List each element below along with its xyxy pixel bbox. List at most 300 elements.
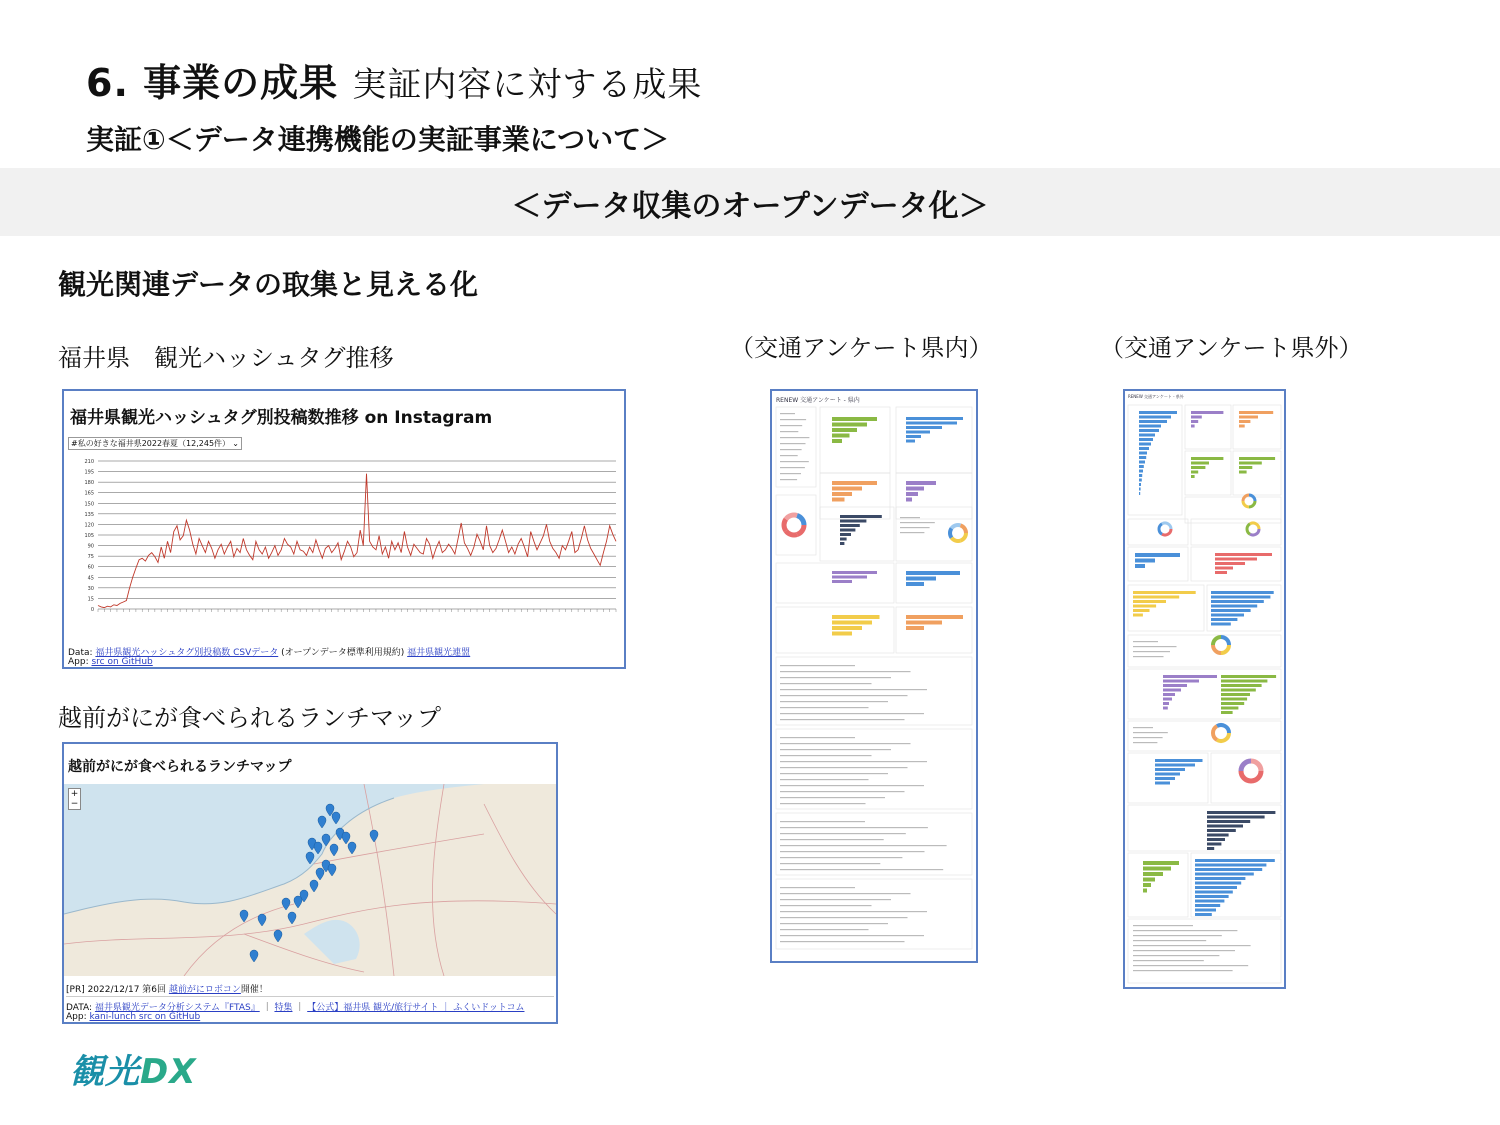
- page-subtitle: 実証①＜データ連携機能の実証事業について＞: [86, 123, 670, 156]
- thumb-donut-segment: [960, 533, 966, 541]
- thumb-bar: [1191, 420, 1198, 423]
- github-link[interactable]: src on GitHub: [91, 657, 153, 667]
- thumb-text-line: [780, 773, 888, 774]
- thumb-bar: [1215, 571, 1227, 574]
- pr-banner: [66, 982, 268, 995]
- thumb-bar: [1163, 693, 1175, 696]
- thumb-bar: [840, 515, 882, 518]
- thumb-text-line: [780, 443, 806, 444]
- thumb-bar: [1139, 416, 1171, 419]
- hashtag-select[interactable]: [68, 437, 242, 450]
- thumb-text-line: [780, 887, 855, 888]
- thumb-text-line: [780, 767, 908, 768]
- thumb-donut-segment: [1243, 501, 1249, 507]
- thumb-bar: [1207, 825, 1243, 828]
- thumb-donut-segment: [952, 538, 961, 541]
- thumb-text-line: [780, 419, 806, 420]
- thumb-bar: [1221, 680, 1267, 683]
- thumb-text-line: [780, 845, 947, 846]
- hashtag-line-chart: [68, 457, 624, 653]
- y-tick-label: 165: [84, 490, 94, 497]
- thumb-bar: [906, 498, 912, 502]
- thumb-bar: [840, 520, 866, 523]
- thumb-text-line: [780, 413, 795, 414]
- thumb-bar: [1139, 479, 1142, 482]
- thumb-bar: [1191, 475, 1195, 478]
- thumb-bar: [1207, 829, 1236, 832]
- logo-text-b: DX: [140, 1052, 197, 1092]
- thumb-text-line: [780, 695, 908, 696]
- thumb-text-line: [1133, 727, 1153, 728]
- thumb-panel: [1191, 853, 1281, 917]
- thumb-text-line: [1133, 646, 1177, 647]
- thumb-bar: [1163, 675, 1217, 678]
- thumb-donut-segment: [952, 525, 961, 528]
- thumb-text-line: [780, 755, 872, 756]
- thumb-text-line: [1133, 641, 1158, 642]
- thumb-text-line: [780, 749, 891, 750]
- thumb-donut-segment: [1241, 761, 1251, 771]
- survey-out-thumbnail: [1125, 401, 1284, 987]
- thumb-bar: [1139, 452, 1147, 455]
- y-tick-label: 0: [90, 607, 94, 613]
- thumb-bar: [832, 632, 852, 636]
- thumb-donut-segment: [1250, 523, 1259, 529]
- zoom-in-button[interactable]: +: [70, 789, 79, 799]
- thumb-bar: [906, 615, 963, 619]
- thumb-bar: [1143, 861, 1179, 865]
- thumb-bar: [832, 580, 852, 583]
- thumb-bar: [840, 538, 847, 541]
- thumb-text-line: [780, 821, 865, 822]
- y-tick-label: 180: [84, 480, 94, 487]
- thumb-bar: [1207, 816, 1265, 819]
- y-tick-label: 15: [87, 596, 94, 603]
- thumb-bar: [906, 426, 942, 429]
- thumb-text-line: [1133, 925, 1193, 926]
- thumb-bar: [1221, 693, 1250, 696]
- zoom-control: [68, 788, 81, 810]
- thumb-bar: [832, 621, 872, 625]
- thumb-bar: [1139, 465, 1144, 468]
- thumb-bar: [1133, 605, 1156, 608]
- instagram-panel: [62, 389, 626, 669]
- thumb-text-line: [780, 701, 888, 702]
- thumb-text-line: [780, 677, 891, 678]
- thumb-text-line: [780, 665, 855, 666]
- thumb-bar: [1135, 553, 1180, 557]
- thumb-bar: [1195, 895, 1229, 898]
- thumb-donut-segment: [1162, 529, 1171, 535]
- thumb-bar: [1195, 904, 1220, 907]
- y-tick-label: 60: [87, 564, 94, 571]
- thumb-bar: [1143, 889, 1147, 893]
- thumb-bar: [840, 524, 860, 527]
- thumb-bar: [1163, 698, 1172, 701]
- thumb-bar: [1221, 702, 1244, 705]
- thumb-bar: [1207, 838, 1225, 841]
- thumb-bar: [832, 615, 880, 619]
- thumb-bar: [832, 626, 862, 630]
- thumb-donut-segment: [786, 515, 797, 519]
- thumb-bar: [1239, 457, 1275, 460]
- survey-out-header: RENEW 交通アンケート - 県外: [1128, 394, 1184, 399]
- thumb-donut-segment: [1159, 524, 1162, 534]
- thumb-bar: [1221, 684, 1262, 687]
- thumb-bar: [1215, 562, 1245, 565]
- thumb-bar: [1191, 471, 1198, 474]
- thumb-bar: [1191, 462, 1209, 465]
- thumb-text-line: [780, 797, 885, 798]
- thumb-bar: [1211, 623, 1231, 626]
- thumb-panel: [776, 879, 972, 949]
- thumb-text-line: [1133, 970, 1233, 971]
- thumb-bar: [1155, 768, 1185, 771]
- thumb-text-line: [1133, 930, 1237, 931]
- thumb-text-line: [780, 671, 911, 672]
- thumb-bar: [1239, 411, 1273, 414]
- thumb-bar: [1191, 416, 1202, 419]
- thumb-bar: [1133, 609, 1150, 612]
- thumb-bar: [1133, 596, 1179, 599]
- thumb-donut-segment: [960, 525, 966, 533]
- thumb-text-line: [780, 707, 869, 708]
- y-tick-label: 30: [87, 585, 94, 592]
- thumb-donut-segment: [1213, 637, 1221, 645]
- thumb-text-line: [780, 743, 911, 744]
- thumb-donut-segment: [950, 528, 952, 537]
- thumb-bar: [1221, 698, 1247, 701]
- thumb-bar: [906, 431, 930, 434]
- thumb-donut-segment: [1221, 637, 1229, 645]
- thumb-text-line: [780, 893, 911, 894]
- thumb-text-line: [780, 455, 798, 456]
- feature-link[interactable]: 特集: [274, 1003, 293, 1013]
- y-tick-label: 105: [84, 533, 94, 539]
- thumb-text-line: [780, 833, 906, 834]
- pr-suffix: 開催！: [240, 985, 268, 995]
- thumb-bar: [1239, 462, 1262, 465]
- thumb-bar: [1139, 443, 1151, 446]
- thumb-text-line: [780, 689, 927, 690]
- thumb-bar: [1211, 605, 1257, 608]
- thumb-bar: [1207, 834, 1229, 837]
- thumb-bar: [1211, 618, 1237, 621]
- instagram-footer-app: [68, 657, 153, 667]
- thumb-bar: [1207, 811, 1275, 814]
- y-tick-label: 150: [84, 501, 94, 508]
- thumb-bar: [832, 571, 877, 574]
- series-line: [98, 474, 616, 608]
- thumb-text-line: [780, 791, 905, 792]
- thumb-bar: [840, 542, 844, 545]
- footer-app-prefix: App:: [68, 657, 92, 667]
- thumb-panel: [776, 657, 972, 725]
- footer-data-prefix: Data:: [68, 648, 96, 658]
- zoom-out-button[interactable]: −: [70, 799, 79, 809]
- thumb-text-line: [780, 719, 905, 720]
- thumb-bar: [1221, 711, 1233, 714]
- thumb-text-line: [1133, 955, 1219, 956]
- lunchmap-panel: [62, 742, 558, 1024]
- thumb-bar: [1139, 461, 1145, 464]
- thumb-text-line: [780, 437, 809, 438]
- thumb-bar: [1191, 466, 1205, 469]
- robocon-link[interactable]: 越前がにロボコン: [168, 985, 241, 995]
- thumb-text-line: [780, 785, 924, 786]
- thumb-bar: [832, 576, 867, 579]
- thumb-bar: [832, 434, 850, 438]
- thumb-donut-segment: [1249, 501, 1255, 507]
- thumb-donut-segment: [1162, 523, 1171, 529]
- thumb-bar: [1139, 474, 1142, 477]
- thumb-bar: [832, 487, 862, 491]
- thumb-bar: [1139, 456, 1146, 459]
- thumb-bar: [1143, 867, 1171, 871]
- thumb-bar: [1195, 909, 1216, 912]
- thumb-bar: [1211, 596, 1270, 599]
- lunch-map[interactable]: [64, 784, 556, 976]
- divider: [66, 996, 554, 997]
- thumb-text-line: [1133, 737, 1163, 738]
- survey-in-header: RENEW 交通アンケート - 県内: [776, 397, 860, 404]
- thumb-donut-segment: [1251, 771, 1261, 781]
- thumb-bar: [1239, 466, 1252, 469]
- thumb-donut-segment: [1247, 524, 1250, 534]
- thumb-panel: [820, 407, 890, 473]
- thumb-bar: [1139, 447, 1149, 450]
- thumb-bar: [1139, 438, 1153, 441]
- thumb-bar: [1195, 900, 1224, 903]
- thumb-bar: [1221, 689, 1256, 692]
- thumb-donut-segment: [786, 531, 797, 535]
- instagram-chart-title: 福井県観光ハッシュタグ別投稿数推移 on Instagram: [70, 408, 493, 428]
- thumb-text-line: [780, 935, 924, 936]
- thumb-bar: [1139, 420, 1167, 423]
- data-prefix: DATA:: [66, 1003, 95, 1013]
- fukui-site-link[interactable]: 【公式】福井県 観光/旅行サイト ｜ ふくいドットコム: [307, 1003, 525, 1013]
- thumb-bar: [1191, 425, 1195, 428]
- thumb-text-line: [780, 905, 872, 906]
- thumb-panel: [1128, 721, 1281, 751]
- thumb-bar: [1139, 483, 1141, 486]
- thumb-text-line: [1133, 950, 1235, 951]
- thumb-text-line: [780, 827, 928, 828]
- thumb-bar: [1195, 873, 1254, 876]
- survey-in-dashboard: [770, 389, 978, 963]
- thumb-text-line: [1133, 960, 1204, 961]
- lunchmap-title: 越前がにが食べられるランチマップ: [68, 759, 292, 775]
- page-title: [86, 52, 702, 107]
- thumb-text-line: [1133, 732, 1168, 733]
- thumb-bar: [1215, 553, 1272, 556]
- thumb-bar: [840, 533, 851, 536]
- thumb-text-line: [1133, 742, 1157, 743]
- logo-text-a: 観光: [70, 1052, 140, 1092]
- survey-out-label: （交通アンケート県外）: [1100, 334, 1363, 362]
- thumb-bar: [906, 621, 942, 625]
- thumb-text-line: [780, 425, 802, 426]
- page-title-sub: 実証内容に対する成果: [352, 65, 703, 105]
- lunchmap-app-footer: [66, 1012, 200, 1022]
- thumb-text-line: [1133, 945, 1251, 946]
- thumb-bar: [1211, 609, 1251, 612]
- thumb-bar: [1195, 891, 1233, 894]
- thumb-bar: [906, 577, 936, 581]
- footer-data-mid: (オープンデータ標準利用規約): [278, 648, 408, 658]
- y-tick-label: 135: [84, 511, 94, 518]
- thumb-bar: [832, 417, 877, 421]
- thumb-text-line: [780, 917, 908, 918]
- thumb-bar: [1155, 777, 1175, 780]
- thumb-text-line: [1133, 651, 1170, 652]
- thumb-bar: [1163, 702, 1169, 705]
- thumb-text-line: [780, 941, 905, 942]
- thumb-panel: [1128, 519, 1188, 545]
- thumb-donut-segment: [1243, 495, 1249, 501]
- thumb-bar: [1139, 488, 1141, 491]
- thumb-bar: [1195, 913, 1212, 916]
- thumb-bar: [832, 498, 845, 502]
- pr-prefix: [PR] 2022/12/17 第6回: [66, 985, 169, 995]
- thumb-bar: [1139, 434, 1155, 437]
- thumb-text-line: [1133, 656, 1164, 657]
- thumb-bar: [840, 529, 855, 532]
- thumb-bar: [1221, 675, 1276, 678]
- instagram-label: 福井県 観光ハッシュタグ推移: [58, 344, 394, 372]
- thumb-text-line: [900, 517, 920, 518]
- thumb-text-line: [780, 467, 805, 468]
- thumb-bar: [1133, 614, 1143, 617]
- y-tick-label: 120: [84, 522, 94, 529]
- y-tick-label: 45: [87, 575, 94, 582]
- thumb-bar: [1191, 457, 1223, 460]
- thumb-text-line: [780, 473, 801, 474]
- chevron-down-icon: ⌄: [232, 439, 239, 448]
- kanko-dx-logo: [70, 1044, 196, 1093]
- thumb-bar: [1211, 600, 1264, 603]
- thumb-bar: [1143, 878, 1155, 882]
- thumb-bar: [1215, 567, 1233, 570]
- thumb-bar: [1195, 882, 1241, 885]
- thumb-text-line: [780, 761, 927, 762]
- app-prefix: App:: [66, 1012, 90, 1022]
- thumb-bar: [832, 481, 877, 485]
- thumb-text-line: [780, 839, 884, 840]
- thumb-donut-segment: [1213, 645, 1221, 653]
- thumb-bar: [906, 571, 960, 575]
- band-heading: ＜データ収集のオープンデータ化＞: [511, 189, 989, 224]
- y-tick-label: 75: [87, 554, 94, 561]
- thumb-text-line: [780, 911, 927, 912]
- thumb-bar: [906, 417, 963, 420]
- thumb-bar: [1139, 470, 1143, 473]
- thumb-text-line: [780, 449, 802, 450]
- thumb-bar: [1195, 864, 1266, 867]
- ftas-link[interactable]: 福井県観光データ分析システム『FTAS』: [94, 1003, 260, 1013]
- thumb-bar: [1155, 782, 1170, 785]
- thumb-text-line: [780, 737, 855, 738]
- thumb-donut-segment: [797, 525, 804, 535]
- thumb-panel: [820, 473, 890, 519]
- csv-data-link[interactable]: 福井県観光ハッシュタグ別投稿数 CSVデータ: [95, 648, 279, 658]
- thumb-bar: [1163, 680, 1199, 683]
- lunchmap-label: 越前がにが食べられるランチマップ: [58, 704, 442, 732]
- thumb-bar: [906, 440, 915, 443]
- thumb-donut-segment: [1250, 529, 1259, 535]
- survey-in-label: （交通アンケート県内）: [730, 334, 993, 362]
- thumb-text-line: [900, 522, 935, 523]
- thumb-text-line: [780, 851, 925, 852]
- thumb-bar: [1135, 564, 1145, 568]
- thumb-donut-segment: [1251, 761, 1261, 771]
- thumb-text-line: [780, 479, 797, 480]
- thumb-bar: [832, 423, 867, 427]
- thumb-text-line: [780, 863, 880, 864]
- survey-in-thumbnail: [772, 403, 976, 961]
- thumb-bar: [1139, 492, 1140, 495]
- thumb-bar: [1155, 759, 1203, 762]
- thumb-bar: [906, 487, 924, 491]
- thumb-bar: [1211, 591, 1274, 594]
- thumb-donut-segment: [1221, 645, 1229, 653]
- thumb-bar: [1163, 684, 1187, 687]
- thumb-text-line: [1133, 965, 1248, 966]
- hashtag-select-value: #私の好きな福井県2022春夏（12,245件）: [71, 439, 231, 448]
- thumb-bar: [1143, 872, 1163, 876]
- thumb-bar: [1133, 591, 1196, 594]
- thumb-bar: [1239, 425, 1245, 428]
- thumb-text-line: [780, 803, 866, 804]
- thumb-bar: [1211, 614, 1244, 617]
- kani-lunch-github-link[interactable]: kani-lunch src on GitHub: [89, 1012, 201, 1022]
- thumb-panel: [776, 813, 972, 875]
- thumb-bar: [1195, 886, 1237, 889]
- thumb-bar: [1139, 429, 1159, 432]
- thumb-bar: [906, 481, 936, 485]
- thumb-donut-segment: [784, 519, 786, 531]
- page-title-main: 6. 事業の成果: [86, 61, 339, 105]
- tourism-league-link[interactable]: 福井県観光連盟: [407, 648, 471, 658]
- thumb-bar: [906, 422, 957, 425]
- thumb-bar: [832, 428, 857, 432]
- thumb-donut-segment: [1241, 771, 1251, 781]
- thumb-text-line: [780, 857, 902, 858]
- thumb-bar: [1207, 820, 1250, 823]
- thumb-bar: [1239, 420, 1250, 423]
- thumb-bar: [1207, 843, 1221, 846]
- y-tick-label: 90: [87, 543, 94, 550]
- thumb-bar: [1215, 558, 1257, 561]
- thumb-bar: [1155, 773, 1180, 776]
- y-tick-label: 210: [84, 459, 94, 465]
- thumb-bar: [1135, 559, 1155, 563]
- y-tick-label: 195: [84, 469, 94, 476]
- thumb-donut-segment: [797, 515, 804, 525]
- thumb-donut-segment: [1217, 725, 1229, 733]
- data-sep-1: ｜: [259, 1003, 275, 1013]
- survey-out-dashboard: [1123, 389, 1286, 989]
- thumb-text-line: [1133, 940, 1206, 941]
- thumb-bar: [906, 492, 918, 496]
- thumb-bar: [1139, 425, 1161, 428]
- thumb-text-line: [780, 929, 869, 930]
- thumb-bar: [1221, 707, 1238, 710]
- thumb-text-line: [780, 779, 869, 780]
- thumb-bar: [1191, 411, 1223, 414]
- thumb-text-line: [780, 683, 872, 684]
- thumb-text-line: [780, 899, 891, 900]
